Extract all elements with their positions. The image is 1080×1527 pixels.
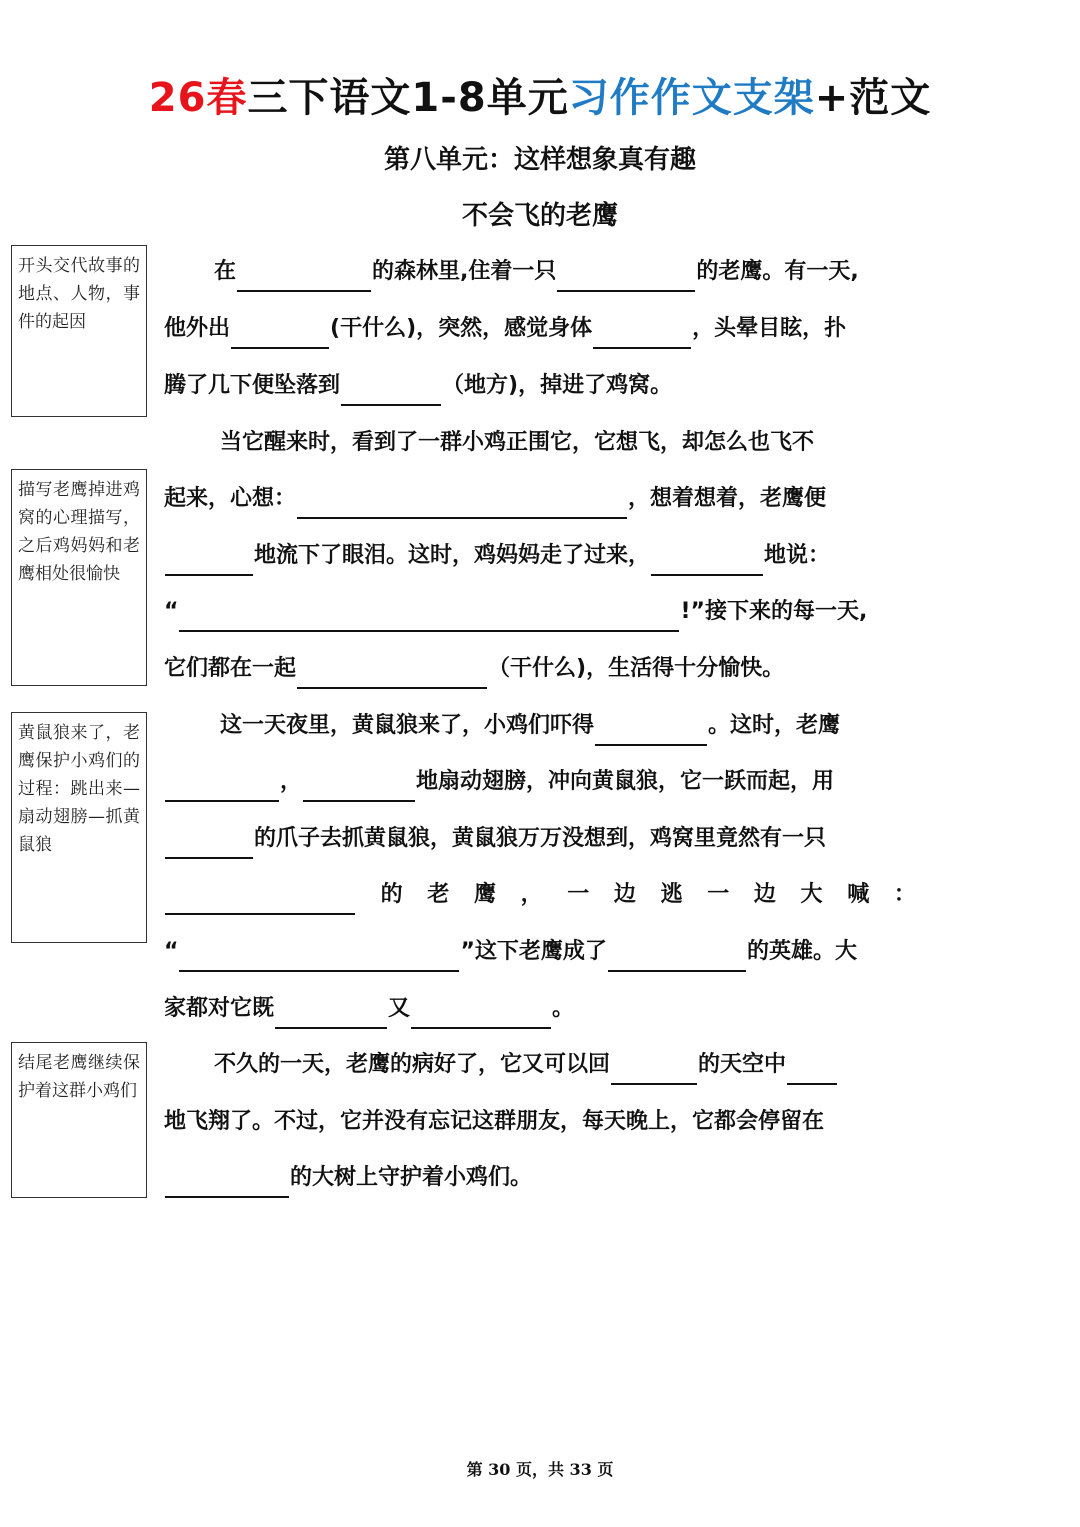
fill-blank[interactable]: [237, 260, 371, 292]
side-note-climax: 黄鼠狼来了，老鹰保护小鸡们的过程：跳出来—扇动翅膀—抓黄鼠狼: [11, 712, 147, 943]
text-seg: 逃: [660, 882, 683, 907]
title-end-part: +范文: [814, 75, 932, 121]
fill-blank[interactable]: [231, 317, 329, 349]
text-seg: 他外出: [164, 316, 231, 341]
essay-title: 不会飞的老鹰: [461, 201, 618, 231]
fill-blank[interactable]: [179, 600, 679, 632]
essay-line-9: [164, 706, 916, 746]
essay-line-12: [164, 875, 916, 915]
text-seg: 它们都在一起: [164, 656, 297, 681]
essay-line-10: [164, 762, 916, 802]
text-seg: 起来，心想：: [164, 486, 297, 511]
essay-line-5: [164, 479, 916, 519]
text-seg: 。: [552, 996, 575, 1021]
page-title: [0, 68, 1080, 128]
side-note-ending: 结尾老鹰继续保护着这群小鸡们: [11, 1042, 147, 1198]
text-seg: 的: [380, 882, 403, 907]
text-seg: ，: [280, 769, 303, 794]
essay-line-8: [164, 649, 916, 689]
text-seg: 腾了几下便坠落到: [164, 373, 341, 398]
fill-blank[interactable]: [593, 317, 691, 349]
text-seg: ：: [893, 882, 916, 907]
fill-blank[interactable]: [595, 714, 707, 746]
fill-blank[interactable]: [341, 374, 441, 406]
page-number: 第 30 页，共 33 页: [466, 1460, 614, 1479]
text-seg: 的大树上守护着小鸡们。: [290, 1165, 533, 1190]
text-seg: 边: [753, 882, 776, 907]
text-seg: 的英雄。大: [746, 939, 857, 964]
text-seg: 又: [388, 996, 411, 1021]
essay-line-1: [164, 252, 916, 292]
text-seg: 地飞翔了。不过，它并没有忘记这群朋友，每天晚上，它都会停留在: [164, 1109, 825, 1134]
fill-blank[interactable]: [557, 260, 695, 292]
fill-blank[interactable]: [611, 1053, 697, 1085]
text-seg: （地方)，掉进了鸡窝。: [442, 373, 673, 398]
title-black-part: 三下语文1-8单元: [247, 75, 569, 121]
text-seg: “: [164, 939, 179, 964]
essay-line-3: [164, 366, 916, 406]
text-seg: !”接下来的每一天,: [680, 599, 868, 624]
essay-line-15: [164, 1045, 916, 1085]
fill-blank[interactable]: [165, 1166, 289, 1198]
essay-line-14: [164, 989, 916, 1029]
fill-blank[interactable]: [179, 940, 459, 972]
text-seg: 地流下了眼泪。这时，鸡妈妈走了过来，: [254, 543, 651, 568]
essay-line-16: [164, 1102, 916, 1142]
text-seg: （干什么)，生活得十分愉快。: [488, 656, 785, 681]
text-seg: 一: [707, 882, 730, 907]
text-seg: 大: [800, 882, 823, 907]
essay-line-7: [164, 592, 916, 632]
text-seg: 在: [214, 259, 237, 284]
fill-blank[interactable]: [608, 940, 746, 972]
text-seg: “: [164, 599, 179, 624]
fill-blank[interactable]: [165, 883, 355, 915]
text-seg: ，想着想着，老鹰便: [628, 486, 827, 511]
essay-line-6: [164, 536, 916, 576]
text-seg: (干什么)，突然，感觉身体: [330, 316, 593, 341]
text-seg: 家都对它既: [164, 996, 275, 1021]
fill-blank[interactable]: [165, 544, 253, 576]
text-seg: 边: [613, 882, 636, 907]
text-seg: 这一天夜里，黄鼠狼来了，小鸡们吓得: [220, 713, 595, 738]
title-red-part: 26春: [148, 75, 248, 121]
side-note-opening: 开头交代故事的地点、人物，事件的起因: [11, 245, 147, 417]
text-seg: ”这下老鹰成了: [460, 939, 607, 964]
fill-blank[interactable]: [411, 997, 551, 1029]
text-seg: 一: [567, 882, 590, 907]
text-seg: 鹰: [473, 882, 496, 907]
text-seg: ，头晕目眩，扑: [692, 316, 847, 341]
text-seg: 喊: [847, 882, 870, 907]
fill-blank[interactable]: [787, 1053, 837, 1085]
text-seg: 老: [427, 882, 450, 907]
fill-blank[interactable]: [275, 997, 387, 1029]
text-seg: 不久的一天，老鹰的病好了，它又可以回: [214, 1052, 611, 1077]
text-seg: ，: [520, 882, 543, 907]
fill-blank[interactable]: [297, 657, 487, 689]
text-seg: 的天空中: [698, 1052, 787, 1077]
fill-blank[interactable]: [165, 827, 253, 859]
fill-blank[interactable]: [297, 487, 627, 519]
text-seg: 的老鹰。有一天,: [696, 259, 859, 284]
text-seg: 地说：: [764, 543, 831, 568]
fill-blank[interactable]: [165, 770, 279, 802]
essay-line-17: [164, 1158, 916, 1198]
text-seg: 的森林里,住着一只: [372, 259, 557, 284]
side-note-middle: 描写老鹰掉进鸡窝的心理描写，之后鸡妈妈和老鹰相处很愉快: [11, 469, 147, 686]
essay-line-2: [164, 309, 916, 349]
essay-line-13: [164, 932, 916, 972]
text-seg: 当它醒来时，看到了一群小鸡正围它，它想飞，却怎么也飞不: [220, 430, 815, 455]
text-seg: 。这时，老鹰: [708, 713, 841, 738]
essay-line-4: [164, 423, 916, 463]
text-seg: 地扇动翅膀，冲向黄鼠狼，它一跃而起，用: [416, 769, 835, 794]
title-blue-part: 习作作文支架: [568, 75, 815, 121]
fill-blank[interactable]: [303, 770, 415, 802]
text-seg: 的爪子去抓黄鼠狼，黄鼠狼万万没想到，鸡窝里竟然有一只: [254, 826, 827, 851]
fill-blank[interactable]: [651, 544, 763, 576]
unit-subtitle: 第八单元：这样想象真有趣: [383, 145, 696, 175]
essay-line-11: [164, 819, 916, 859]
